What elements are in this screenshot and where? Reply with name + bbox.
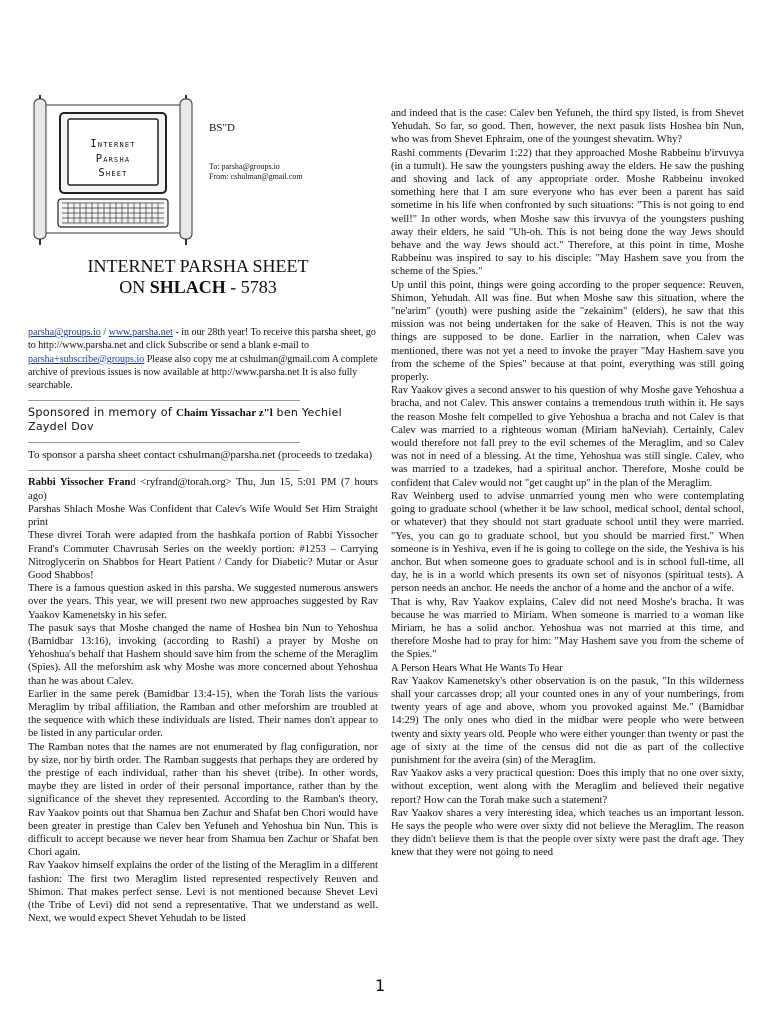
bsd-header: BS"D — [209, 122, 235, 134]
title-on: ON — [119, 277, 150, 297]
sponsor-suffix: ben Yechiel Zaydel Dov — [28, 406, 343, 434]
article-paragraph: The pasuk says that Moshe changed the name of Hoshea bin Nun to Yehoshua (Bamidbar 13:16), invoking (according to Rashi) a prayer by Moshe on Yehoshua's behalf that Hashem should save him from the scheme of the Meraglim (Spies). All the meforshim ask why Moshe was more concerned about Yehoshua than he was about Calev. — [28, 622, 378, 687]
article-paragraph: There is a famous question asked in this parsha. We suggested numerous answers over the years. This year, we will present two new approaches suggested by Rav Yaakov Kamenetsky in his sefer. — [28, 583, 378, 621]
article-paragraph: The Ramban notes that the names are not enumerated by flag configuration, nor by size, nor by birth order. The Ramban suggests that perhaps they are ordered by the prestige of each individual, rather than his shevet (tribe). In other words, maybe they are listed in order of their personal importance, rather than by the significance of the shevet they represented. According to the Ramban's theory, Rav Yaakov points out that Shamua ben Zachur and Shafat ben Chori would have been greater in prestige than Calev ben Yefuneh and Yehoshua bin Nun. This is difficult to accept because we never hear from Shamua ben Zachur or Shafat ben Chori again. — [28, 741, 378, 859]
title-year: - 5783 — [225, 277, 277, 297]
logo-text-line3: Sheet — [98, 167, 128, 179]
article-paragraph: Rav Yaakov shares a very interesting idea, which teaches us an important lesson. He says the people who were over sixty did not believe the Meraglim. The reason they didn't believe them is that the people over sixty were past the draft age. They knew that they were not going to need — [391, 807, 744, 859]
sponsor-contact: To sponsor a parsha sheet contact cshulman@parsha.net (proceeds to tzedaka) — [28, 449, 373, 462]
from-line: From: cshulman@gmail.com — [209, 172, 303, 181]
article-paragraph: Rav Weinberg used to advise unmarried young men who were contemplating going to graduate school (whether it be law school, medical school, dental school, or whatever) that they should not start graduate school until they were married. "Yes, you can go to graduate school, but you should be married first." When someone is in Yeshiva, even if he is going to college on the side, the Yeshiva is his anchor. But when someone goes to graduate school and is in school full-time, all day, he is in a world which presents its own set of nisyonos (spiritual tests). A person needs an anchor. He needs the anchor of a home and the anchor of a wife. — [391, 490, 744, 595]
left-column — [28, 326, 378, 925]
website-link[interactable]: www.parsha.net — [108, 327, 173, 338]
to-line: To: parsha@groups.io — [209, 162, 280, 171]
article-paragraph: Up until this point, things were going according to the proper sequence: Reuven, Shimon, Yehudah. All was fine. But when Moshe saw this situation, where the "ne'arim" (youth) were pushing aside the "zekainim" (elders), he saw that this mission was not being undertaken for the sake of Heaven. This is not the way things are supposed to be done. Earlier in the narration, when Calev was mentioned, there was not yet a need to invoke the prayer "May Hashem save you from the scheme of the Spies" because at that point, everything was still going properly. — [391, 279, 744, 384]
page-number: 1 — [375, 976, 386, 995]
article-paragraph: and indeed that is the case: Calev ben Yefuneh, the third spy listed, is from Shevet Yehudah. So far, so good. Then, however, the next pasuk lists Hoshea bin Nun, who was from Shevet Ephraim, one of the youngest shevatim. Why? — [391, 108, 744, 146]
article-paragraph: Parshas Shlach Moshe Was Confident that Calev's Wife Would Set Him Straight print — [28, 503, 378, 529]
sponsor-name: Chaim Yissachar z"l — [176, 407, 273, 420]
article-byline — [28, 476, 378, 502]
author-name: Rabbi Yissocher Fran — [28, 477, 131, 489]
title-line2 — [28, 277, 368, 298]
subscribe-email-link[interactable]: parsha+subscribe@groups.io — [28, 353, 145, 365]
divider — [28, 400, 300, 401]
intro-text2: Please also copy me at cshulman@gmail.com A complete archive of previous issues is now available at http://www.parsha.net It is also fully searchable. — [28, 353, 378, 392]
sponsor-prefix: Sponsored in memory of — [28, 406, 176, 420]
left-paragraphs — [28, 503, 378, 926]
article-paragraph: A Person Hears What He Wants To Hear — [391, 662, 563, 674]
article-paragraph: Rav Yaakov himself explains the order of the listing of the Meraglim in a different fashion: The first two Meraglim listed represented respectively Reuven and Shimon. That makes perfect sense. Levi is not mentioned because Shevet Levi (the Tribe of Levi) did not send a representative. That we understand as well. Next, we would expect Shevet Yehudah to be listed — [28, 860, 378, 925]
contact-block — [209, 162, 303, 182]
article-paragraph: Rashi comments (Devarim 1:22) that they approached Moshe Rabbeinu b'irvuvya (in a tumult). He saw the youngsters pushing away the elders. He saw the pushing and shoving and lack of any appropriate order. Moshe Rabbeinu invoked something here that I am sure everyone who has ever been a parent has said sometime in his life when confronted by such situations: "This is not going to end well!" In other words, when Moshe saw this irvuvya of the youngsters pushing away their elders, he said "Uh-oh. This is not being done the way Jews should behave and the way Jews should act." Therefore, at this point in time, Moshe Rabbeinu was inspired to say to his disciple: "May Hashem save you from the scheme of the Spies." — [391, 147, 744, 278]
article-paragraph: Rav Yaakov Kamenetsky's other observation is on the pasuk, "In this wilderness shall your carcasses drop; all your counted ones in any of your numberings, from twenty years of age and above, whom you provoked against Me." (Bamidbar 14:29) The only ones who died in the midbar were people who were between twenty and sixty years old. People who were either younger than twenty or past the age of sixty at the time of the census did not die as part of the collective punishment for the aveira (sin) of the Meraglim. — [391, 675, 744, 766]
divider — [28, 442, 300, 443]
article-paragraph: These divrei Torah were adapted from the hashkafa portion of Rabbi Yissocher Frand's Commuter Chavrusah Series on the weekly portion: #1253 – Carrying Nitroglycerin on Shabbos for Heart Patient / Candy for Diabetic? Mutar or Asur Good Shabbos! — [28, 530, 378, 581]
article-paragraph: Rav Yaakov asks a very practical question: Does this imply that no one over sixty, without exception, went along with the Meraglim and believed their negative report? How can the Torah make such a statement? — [391, 768, 744, 806]
intro-text1: - in our 28th year! To receive this parsha sheet, go to http://www.parsha.net and click Subscribe or send a blank e-mail to — [28, 327, 376, 352]
logo-text-line2: Parsha — [95, 152, 131, 165]
logo-text-line1: Internet — [90, 138, 136, 150]
article-paragraph: Earlier in the same perek (Bamidbar 13:4-15), when the Torah lists the various Meraglim by tribal affiliation, the Ramban and other meforshim are troubled at the sequence with which these individuals are listed. Their names don't appear to be listed in any particular order. — [28, 688, 378, 740]
article-paragraph: Rav Yaakov gives a second answer to his question of why Moshe gave Yehoshua a bracha, and not Calev. This answer contains a tremendous truth within it. He says the reason Moshe felt compelled to give Yehoshua a bracha and not Calev is that Calev was married to a righteous woman (Miriam haNeviah). Certainly, Calev would therefore not fall prey to the evil schemes of the Meraglim, and so Calev was not in need of a blessing. At the time, Yehoshua was still single. Calev, who was married to a tzadekes, had a spiritual anchor. Therefore, Moshe could be confident that Calev would not "get caught up" in the plan of the Meraglim. — [391, 385, 744, 489]
page-title — [28, 256, 368, 298]
author-rest: d <ryfrand@torah.org> Thu, Jun 15, 5:01 PM (7 hours ago) — [28, 477, 378, 502]
intro-paragraph — [28, 326, 378, 392]
sponsor-line — [28, 406, 378, 434]
logo-text — [70, 137, 156, 181]
right-paragraphs — [391, 107, 744, 860]
right-column — [391, 107, 744, 860]
title-line1: INTERNET PARSHA SHEET — [87, 256, 309, 276]
article-left — [28, 476, 378, 925]
divider — [28, 470, 300, 471]
intro-separator: / — [100, 327, 109, 338]
article-paragraph: That is why, Rav Yaakov explains, Calev did not need Moshe's bracha. It was because he was married to Miriam. When someone is married to a woman like Miriam, he has a solid anchor. Yehoshua was not married at this time, and therefore Moshe had to pray for him: "May Hashem save you from the scheme of the Spies." — [391, 596, 744, 661]
title-parsha: SHLACH — [149, 277, 226, 297]
groups-email-link[interactable]: parsha@groups.io — [28, 327, 101, 338]
